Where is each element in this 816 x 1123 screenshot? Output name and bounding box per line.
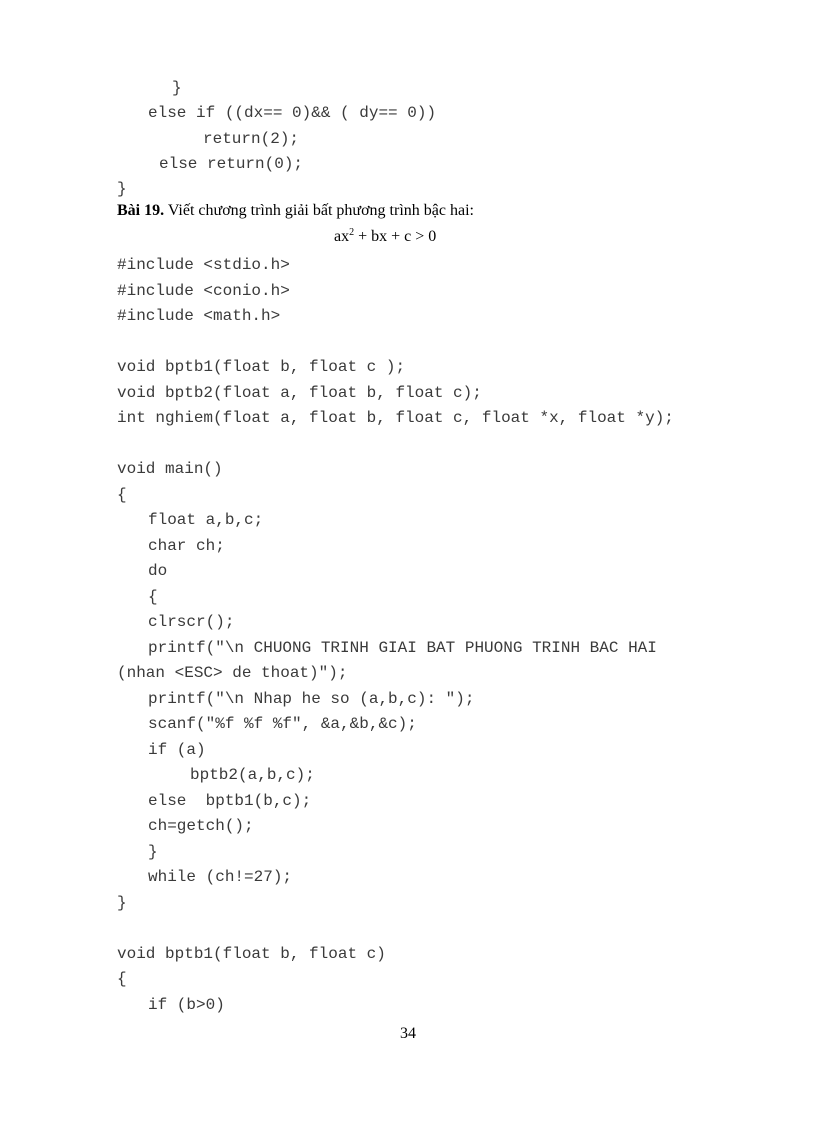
code-line: #include <conio.h> — [117, 282, 290, 300]
code-line: char ch; — [148, 537, 225, 555]
code-line: else bptb1(b,c); — [148, 792, 312, 810]
exercise-label: Bài 19. — [117, 202, 165, 219]
code-line: printf("\n CHUONG TRINH GIAI BAT PHUONG TRINH BAC HAI — [148, 639, 657, 657]
formula-exponent: 2 — [349, 227, 355, 238]
inequality-formula — [334, 227, 436, 247]
formula-term-ax: ax — [334, 228, 350, 245]
code-line: } — [148, 843, 158, 861]
code-line: #include <math.h> — [117, 307, 281, 325]
code-line: return(2); — [203, 130, 300, 148]
code-line: printf("\n Nhap he so (a,b,c): "); — [148, 690, 475, 708]
code-line: { — [148, 588, 158, 606]
code-line: else return(0); — [159, 155, 304, 173]
code-line: while (ch!=27); — [148, 868, 293, 886]
code-line: void bptb1(float b, float c) — [117, 945, 386, 963]
code-line: float a,b,c; — [148, 511, 264, 529]
code-line: else if ((dx== 0)&& ( dy== 0)) — [148, 104, 437, 122]
code-line: } — [117, 180, 127, 198]
code-line: if (a) — [148, 741, 206, 759]
code-line: } — [117, 894, 127, 912]
code-line: bptb2(a,b,c); — [190, 766, 315, 784]
code-line: scanf("%f %f %f", &a,&b,&c); — [148, 715, 417, 733]
code-line: clrscr(); — [148, 613, 235, 631]
exercise-heading — [117, 201, 474, 221]
code-line: (nhan <ESC> de thoat)"); — [117, 664, 348, 682]
code-line: if (b>0) — [148, 996, 225, 1014]
code-line: void bptb1(float b, float c ); — [117, 358, 406, 376]
code-line: } — [172, 79, 182, 97]
formula-rest: + bx + c > 0 — [354, 228, 437, 245]
code-line: { — [117, 486, 127, 504]
code-line: { — [117, 970, 127, 988]
code-line: void main() — [117, 460, 223, 478]
code-line: int nghiem(float a, float b, float c, float *x, float *y); — [117, 409, 674, 427]
code-line: do — [148, 562, 168, 580]
code-line: #include <stdio.h> — [117, 256, 290, 274]
code-line: ch=getch(); — [148, 817, 254, 835]
page-number: 34 — [400, 1025, 416, 1042]
code-line: void bptb2(float a, float b, float c); — [117, 384, 482, 402]
exercise-text: Viết chương trình giải bất phương trình bậc hai: — [164, 202, 474, 219]
